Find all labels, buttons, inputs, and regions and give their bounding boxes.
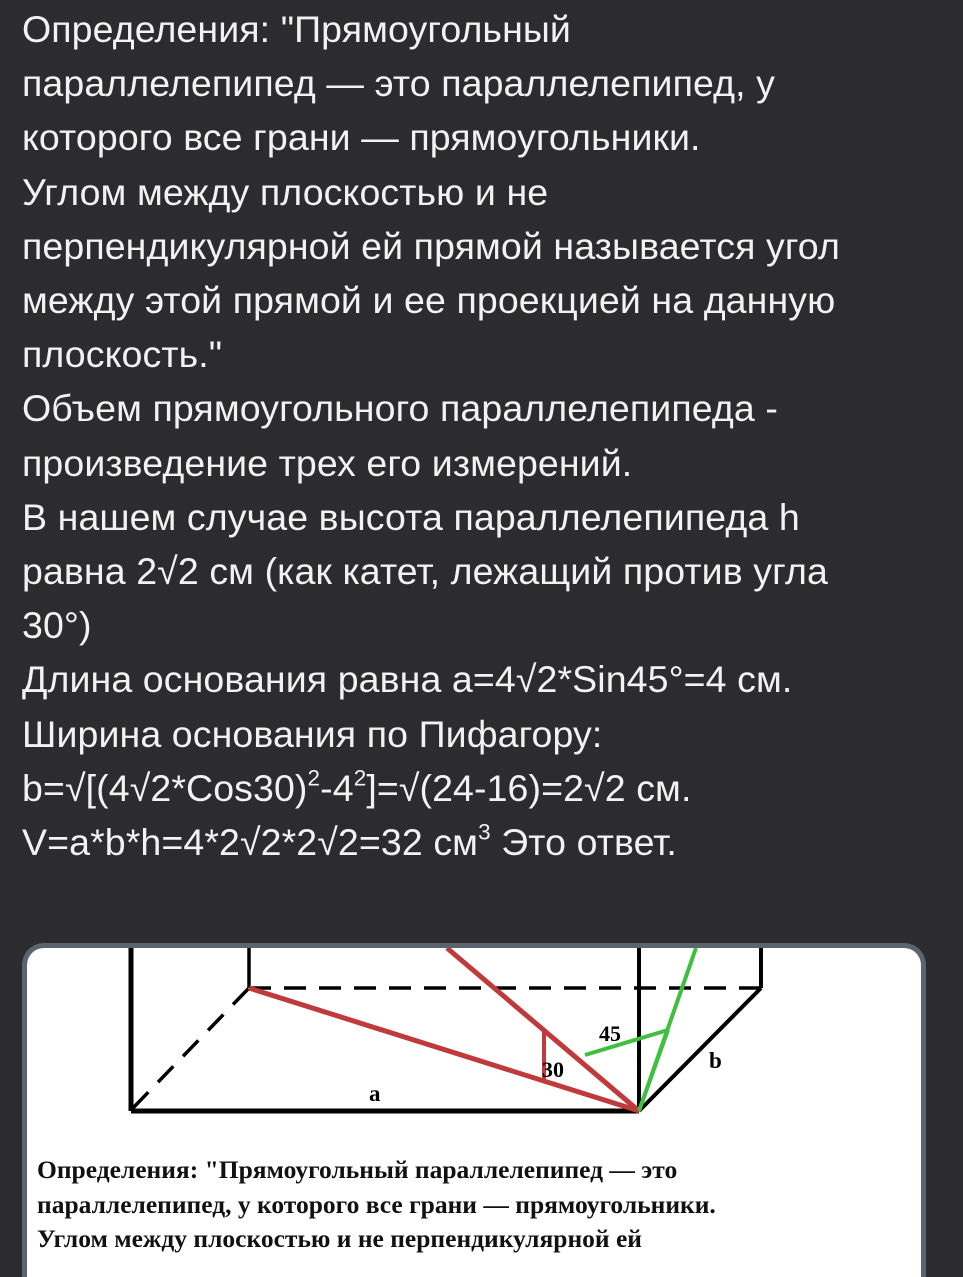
formula-b-part1: b=√[(4√2*Cos30) bbox=[22, 766, 308, 809]
formula-b-part2: -4 bbox=[320, 766, 354, 809]
formula-b-exponent-2: 2 bbox=[353, 765, 367, 791]
caption-line-1: Определения: "Прямоугольный параллелепипед — это bbox=[37, 1155, 678, 1184]
answer-line-3: которого все грани — прямоугольники. bbox=[22, 116, 701, 159]
label-b: b bbox=[709, 1048, 722, 1073]
hidden-left-bottom-edge bbox=[133, 988, 249, 1108]
formula-b-exponent-1: 2 bbox=[307, 765, 321, 791]
formula-b-part3: ]=√(24-16)=2√2 см. bbox=[366, 766, 692, 809]
formula-v-part2: Это ответ. bbox=[490, 821, 677, 864]
red-projection-line bbox=[249, 988, 639, 1111]
answer-line-1: Определения: "Прямоугольный bbox=[22, 8, 571, 50]
answer-line-14: Ширина основания по Пифагору: bbox=[22, 712, 603, 755]
answer-line-2: параллелепипед — это параллелепипед, у bbox=[22, 62, 775, 105]
angle-label-30: 30 bbox=[542, 1057, 564, 1082]
answer-line-6: между этой прямой и ее проекцией на данную bbox=[22, 279, 836, 322]
green-perpendicular-line bbox=[585, 1030, 668, 1055]
answer-line-9: произведение трех его измерений. bbox=[22, 441, 633, 484]
caption-line-2: параллелепипед, у которого все грани — прямоугольники. bbox=[37, 1189, 716, 1219]
right-bottom-edge bbox=[639, 988, 761, 1111]
answer-line-11: равна 2√2 см (как катет, лежащий против угла bbox=[22, 550, 828, 593]
attached-image[interactable] bbox=[22, 943, 926, 1277]
image-caption bbox=[37, 1153, 917, 1257]
formula-v-exponent: 3 bbox=[478, 819, 491, 845]
answer-line-7: плоскость." bbox=[22, 333, 223, 376]
answer-text bbox=[22, 2, 952, 869]
angle-label-45: 45 bbox=[599, 1021, 621, 1046]
answer-line-8: Объем прямоугольного параллелепипеда - bbox=[22, 387, 778, 430]
answer-line-13: Длина основания равна a=4√2*Sin45°=4 см. bbox=[22, 658, 793, 701]
label-a: a bbox=[369, 1081, 381, 1106]
answer-line-16 bbox=[22, 815, 952, 869]
answer-line-10: В нашем случае высота параллелепипеда h bbox=[22, 495, 800, 538]
answer-line-4: Углом между плоскостью и не bbox=[22, 170, 549, 213]
caption-line-3: Углом между плоскостью и не перпендикулярной ей bbox=[37, 1224, 642, 1253]
answer-line-12: 30°) bbox=[22, 604, 92, 647]
answer-line-15 bbox=[22, 761, 952, 815]
answer-line-5: перпендикулярной ей прямой называется угол bbox=[22, 224, 840, 267]
parallelepiped-figure bbox=[27, 948, 921, 1158]
formula-v-part1: V=a*b*h=4*2√2*2√2=32 см bbox=[22, 821, 479, 864]
